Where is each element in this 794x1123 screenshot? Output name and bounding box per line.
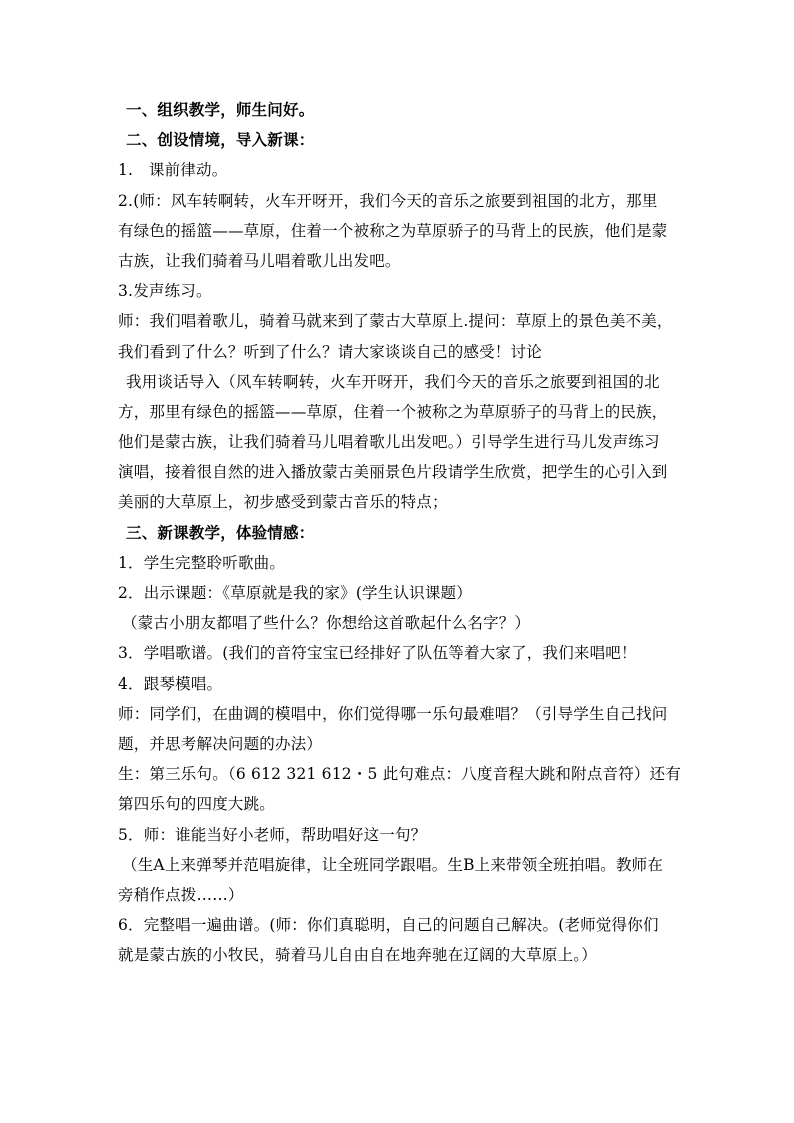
- text-line: 4．跟琴模唱。: [118, 674, 223, 693]
- text-line: 5．师：谁能当好小老师，帮助唱好这一句？: [118, 825, 427, 844]
- text-line: 他们是蒙古族，让我们骑着马儿唱着歌儿出发吧。）引导学生进行马儿发声练习: [118, 433, 660, 452]
- text-line: 生：第三乐句。（6 612 321 612・5 此句难点：八度音程大跳和附点音符）还有: [118, 765, 682, 784]
- document-page: [118, 95, 680, 970]
- text-line: 1．学生完整聆听歌曲。: [118, 553, 286, 572]
- text-line: 我用谈话导入（风车转啊转，火车开呀开，我们今天的音乐之旅要到祖国的北: [126, 372, 660, 391]
- text-line: 3.发声练习。: [118, 282, 212, 301]
- section-heading-2: 二、创设情境，导入新课：: [126, 130, 315, 150]
- text-line: （蒙古小朋友都唱了些什么？你想给这首歌起什么名字？）: [122, 614, 531, 633]
- text-line: 方，那里有绿色的摇篮——草原，住着一个被称之为草原骄子的马背上的民族，: [118, 402, 668, 421]
- text-line: 2.(师：风车转啊转，火车开呀开，我们今天的音乐之旅要到祖国的北方，那里: [118, 191, 658, 210]
- text-line: 古族，让我们骑着马儿唱着歌儿出发吧。: [118, 251, 401, 270]
- section-heading-1: 一、组织教学，师生问好。: [126, 100, 315, 119]
- section-heading-3: 三、新课教学，体验情感：: [126, 522, 315, 542]
- text-line: 师：我们唱着歌儿，骑着马就来到了蒙古大草原上.提问：草原上的景色美不美，: [118, 312, 673, 331]
- text-line: 有绿色的摇篮——草原，住着一个被称之为草原骄子的马背上的民族，他们是蒙: [118, 221, 668, 240]
- text-line: 3．学唱歌谱。(我们的音符宝宝已经排好了队伍等着大家了，我们来唱吧！: [118, 644, 637, 663]
- text-line: 1. 课前律动。: [118, 161, 228, 180]
- text-line: 旁稍作点拨……）: [118, 885, 244, 904]
- text-line: 就是蒙古族的小牧民，骑着马儿自由自在地奔驰在辽阔的大草原上。）: [118, 946, 597, 965]
- text-line: （生A上来弹琴并范唱旋律，让全班同学跟唱。生B上来带领全班拍唱。教师在: [122, 855, 664, 874]
- text-line: 我们看到了什么？听到了什么？请大家谈谈自己的感受！讨论: [118, 342, 542, 361]
- text-line: 6．完整唱一遍曲谱。(师：你们真聪明，自己的问题自己解决。(老师觉得你们: [118, 916, 659, 935]
- text-line: 第四乐句的四度大跳。: [118, 795, 276, 814]
- text-line: 演唱，接着很自然的进入播放蒙古美丽景色片段请学生欣赏，把学生的心引入到: [118, 463, 668, 482]
- text-line: 题，并思考解决问题的办法）: [118, 734, 323, 753]
- text-line: 美丽的大草原上，初步感受到蒙古音乐的特点；: [118, 493, 448, 512]
- text-line: 2．出示课题：《草原就是我的家》(学生认识课题）: [118, 584, 472, 602]
- text-line: 师：同学们，在曲调的模唱中，你们觉得哪一乐句最难唱？（引导学生自己找问: [118, 704, 668, 723]
